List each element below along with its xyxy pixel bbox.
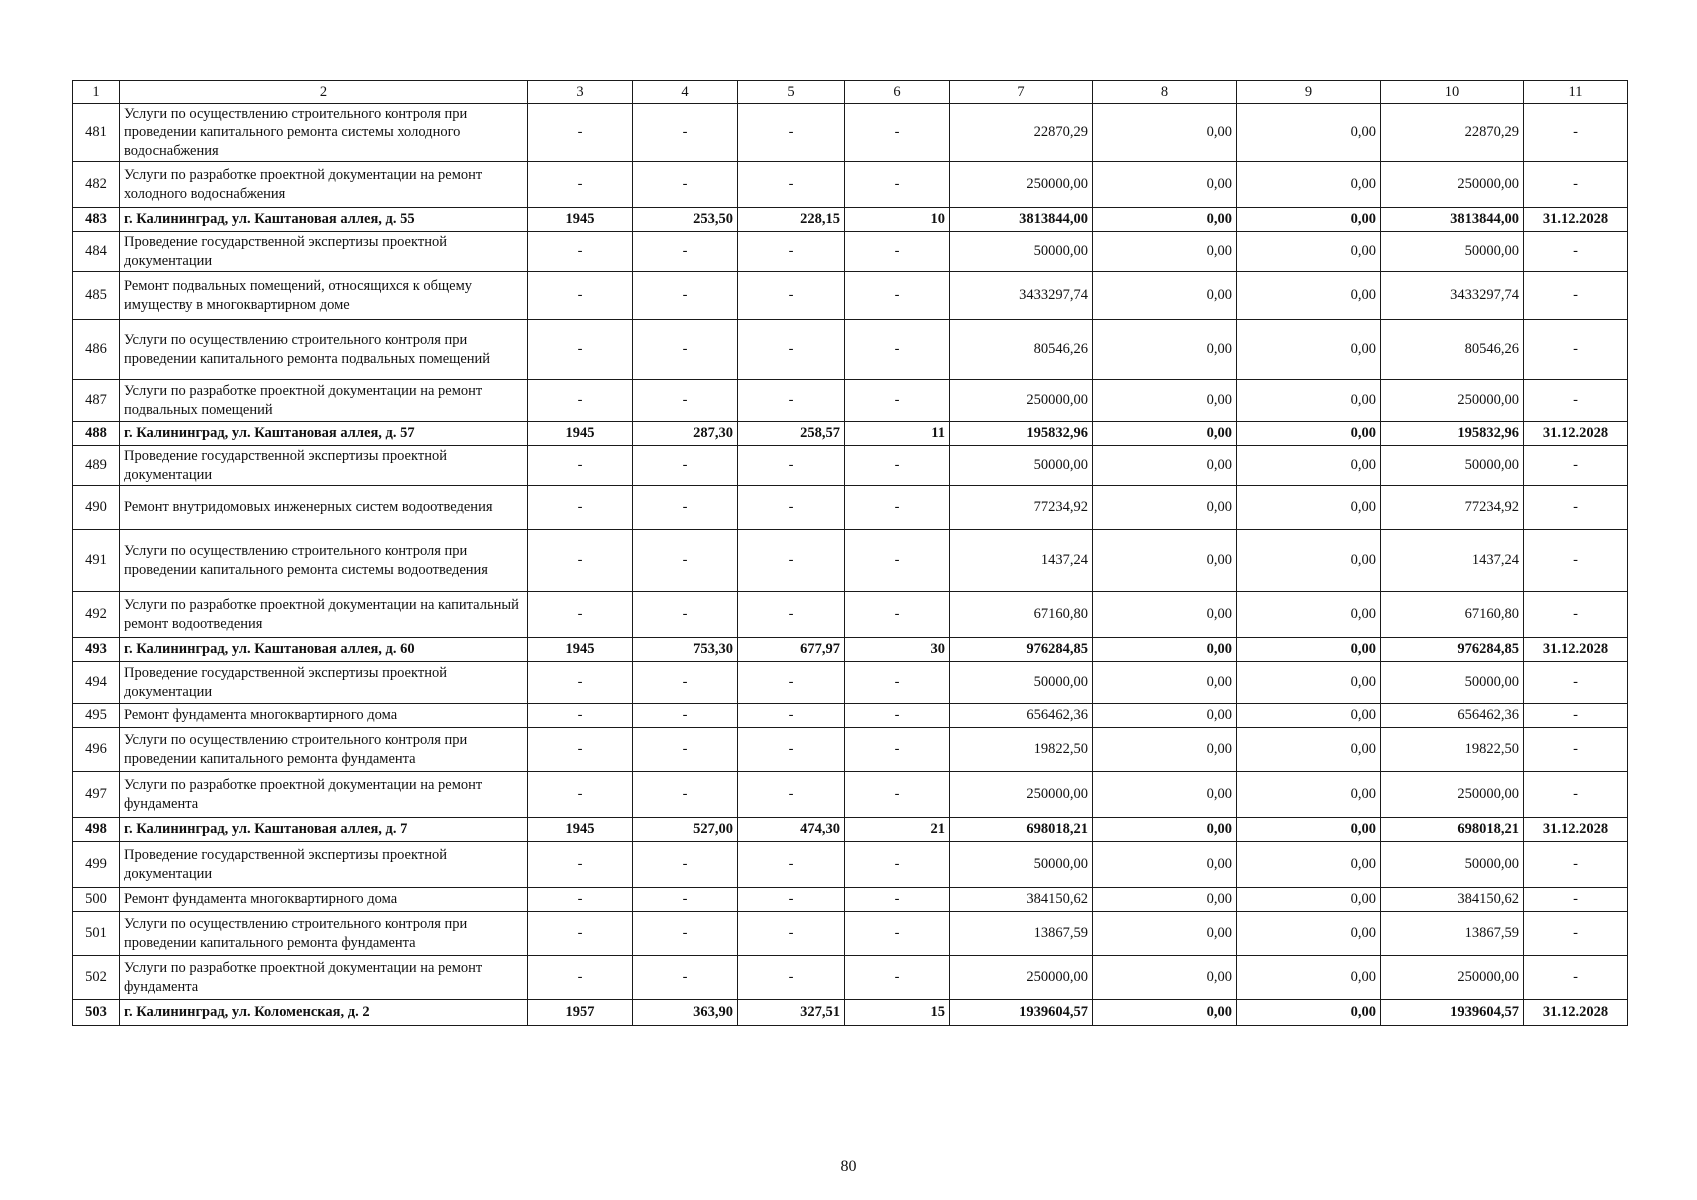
cell-residents: 15 [845,1000,950,1026]
cell-year: - [528,592,633,638]
cell-cost-federal: 0,00 [1093,320,1237,380]
cell-deadline: - [1524,162,1628,208]
table-row [73,486,1628,530]
cell-year: - [528,772,633,818]
table-row [73,272,1628,320]
cell-area-living: - [738,888,845,912]
cell-residents: - [845,592,950,638]
table-row [73,380,1628,422]
cell-residents: - [845,912,950,956]
cell-cost-owners: 250000,00 [1381,162,1524,208]
cell-residents: - [845,162,950,208]
column-header-cost-regional: 9 [1237,81,1381,104]
cell-cost-total: 19822,50 [950,728,1093,772]
cell-description: Услуги по разработке проектной документации на ремонт подвальных помещений [120,380,528,422]
cell-cost-total: 250000,00 [950,772,1093,818]
column-header-year: 3 [528,81,633,104]
cell-residents: - [845,728,950,772]
cell-cost-federal: 0,00 [1093,104,1237,162]
cell-cost-total: 67160,80 [950,592,1093,638]
cell-cost-total: 80546,26 [950,320,1093,380]
cell-area-living: 677,97 [738,638,845,662]
cell-row-number: 495 [73,704,120,728]
cell-description: г. Калининград, ул. Каштановая аллея, д. 60 [120,638,528,662]
cell-residents: - [845,956,950,1000]
cell-cost-owners: 195832,96 [1381,422,1524,446]
cell-description: Проведение государственной экспертизы проектной документации [120,446,528,486]
cell-area-living: - [738,530,845,592]
cell-year: 1957 [528,1000,633,1026]
cell-area-total: - [633,704,738,728]
cell-cost-total: 22870,29 [950,104,1093,162]
cell-row-number: 489 [73,446,120,486]
cell-area-living: 327,51 [738,1000,845,1026]
cell-cost-owners: 13867,59 [1381,912,1524,956]
cell-area-living: 258,57 [738,422,845,446]
cell-cost-total: 50000,00 [950,232,1093,272]
cell-description: Проведение государственной экспертизы проектной документации [120,842,528,888]
cell-residents: 10 [845,208,950,232]
cell-cost-total: 3433297,74 [950,272,1093,320]
cell-area-living: - [738,272,845,320]
table-row [73,162,1628,208]
cell-residents: - [845,232,950,272]
cell-area-total: - [633,956,738,1000]
cell-area-total: - [633,486,738,530]
cell-residents: 30 [845,638,950,662]
table-row [73,912,1628,956]
cell-year: 1945 [528,422,633,446]
cell-description: Услуги по разработке проектной документации на ремонт холодного водоснабжения [120,162,528,208]
cell-cost-federal: 0,00 [1093,728,1237,772]
cell-row-number: 490 [73,486,120,530]
cell-area-living: - [738,320,845,380]
cell-area-total: - [633,662,738,704]
cell-cost-federal: 0,00 [1093,530,1237,592]
table-row [73,772,1628,818]
cell-year: - [528,704,633,728]
cell-row-number: 498 [73,818,120,842]
cell-deadline: - [1524,888,1628,912]
cell-deadline: - [1524,772,1628,818]
cell-area-total: - [633,888,738,912]
cell-description: Ремонт фундамента многоквартирного дома [120,704,528,728]
cell-cost-total: 50000,00 [950,446,1093,486]
cell-residents: - [845,842,950,888]
cell-area-total: - [633,272,738,320]
cell-description: г. Калининград, ул. Каштановая аллея, д. 57 [120,422,528,446]
cell-cost-regional: 0,00 [1237,272,1381,320]
cell-cost-owners: 67160,80 [1381,592,1524,638]
cell-cost-federal: 0,00 [1093,380,1237,422]
table-row [73,530,1628,592]
cell-cost-federal: 0,00 [1093,818,1237,842]
cell-area-living: - [738,104,845,162]
table-row [73,446,1628,486]
cell-residents: - [845,104,950,162]
table-row [73,104,1628,162]
cell-residents: 21 [845,818,950,842]
cell-year: - [528,530,633,592]
cell-cost-federal: 0,00 [1093,422,1237,446]
cell-description: Ремонт подвальных помещений, относящихся к общему имуществу в многоквартирном доме [120,272,528,320]
cell-year: - [528,956,633,1000]
cell-cost-owners: 1437,24 [1381,530,1524,592]
cell-cost-federal: 0,00 [1093,662,1237,704]
cell-cost-total: 976284,85 [950,638,1093,662]
cell-deadline: - [1524,662,1628,704]
cell-area-total: - [633,162,738,208]
cell-row-number: 496 [73,728,120,772]
cell-cost-owners: 656462,36 [1381,704,1524,728]
cell-residents: - [845,380,950,422]
cell-area-total: - [633,446,738,486]
cell-deadline: 31.12.2028 [1524,208,1628,232]
cell-row-number: 488 [73,422,120,446]
cell-area-total: - [633,320,738,380]
column-header-cost-total: 7 [950,81,1093,104]
cell-cost-owners: 77234,92 [1381,486,1524,530]
cell-area-total: 527,00 [633,818,738,842]
address-row [73,422,1628,446]
cell-area-living: - [738,162,845,208]
cell-cost-federal: 0,00 [1093,842,1237,888]
cell-cost-owners: 698018,21 [1381,818,1524,842]
cell-area-living: - [738,486,845,530]
table-row [73,232,1628,272]
cell-year: - [528,888,633,912]
cell-residents: - [845,446,950,486]
cell-cost-federal: 0,00 [1093,1000,1237,1026]
cell-description: Услуги по разработке проектной документации на ремонт фундамента [120,772,528,818]
cell-area-total: - [633,232,738,272]
cell-area-living: 474,30 [738,818,845,842]
cell-cost-federal: 0,00 [1093,232,1237,272]
cell-deadline: - [1524,320,1628,380]
cell-year: - [528,728,633,772]
table-row [73,888,1628,912]
cell-residents: - [845,888,950,912]
cell-cost-federal: 0,00 [1093,162,1237,208]
cell-cost-total: 77234,92 [950,486,1093,530]
cell-year: - [528,446,633,486]
cell-area-total: 287,30 [633,422,738,446]
table-header-row [73,81,1628,104]
cell-deadline: 31.12.2028 [1524,638,1628,662]
cell-cost-owners: 250000,00 [1381,956,1524,1000]
cell-year: 1945 [528,818,633,842]
address-row [73,818,1628,842]
cell-cost-owners: 3813844,00 [1381,208,1524,232]
cell-description: г. Калининград, ул. Коломенская, д. 2 [120,1000,528,1026]
cell-cost-regional: 0,00 [1237,818,1381,842]
cell-row-number: 497 [73,772,120,818]
cell-cost-regional: 0,00 [1237,380,1381,422]
cell-cost-owners: 80546,26 [1381,320,1524,380]
cell-cost-federal: 0,00 [1093,772,1237,818]
cell-cost-owners: 384150,62 [1381,888,1524,912]
page-number: 80 [840,1158,857,1175]
cell-cost-owners: 50000,00 [1381,232,1524,272]
cell-row-number: 500 [73,888,120,912]
cell-year: - [528,662,633,704]
cell-cost-federal: 0,00 [1093,888,1237,912]
cell-residents: - [845,272,950,320]
cell-cost-federal: 0,00 [1093,956,1237,1000]
cell-year: - [528,912,633,956]
cell-cost-regional: 0,00 [1237,912,1381,956]
data-table-container [72,80,1627,1026]
cell-cost-federal: 0,00 [1093,638,1237,662]
cell-cost-regional: 0,00 [1237,422,1381,446]
cell-area-total: - [633,842,738,888]
cell-cost-regional: 0,00 [1237,530,1381,592]
cell-deadline: - [1524,104,1628,162]
cell-area-living: - [738,772,845,818]
cell-cost-total: 13867,59 [950,912,1093,956]
cell-year: - [528,320,633,380]
cell-cost-regional: 0,00 [1237,704,1381,728]
cell-area-total: 753,30 [633,638,738,662]
cell-year: - [528,272,633,320]
cell-row-number: 485 [73,272,120,320]
table-row [73,662,1628,704]
cell-year: - [528,842,633,888]
cell-row-number: 492 [73,592,120,638]
cell-description: Ремонт внутридомовых инженерных систем водоотведения [120,486,528,530]
cell-cost-federal: 0,00 [1093,272,1237,320]
cell-deadline: - [1524,956,1628,1000]
cell-residents: 11 [845,422,950,446]
cell-cost-regional: 0,00 [1237,728,1381,772]
cell-description: Услуги по осуществлению строительного контроля при проведении капитального ремонта фундамента [120,912,528,956]
cell-year: 1945 [528,638,633,662]
table-row [73,320,1628,380]
cell-row-number: 494 [73,662,120,704]
cell-cost-total: 250000,00 [950,956,1093,1000]
cell-deadline: - [1524,912,1628,956]
cell-cost-owners: 19822,50 [1381,728,1524,772]
cell-cost-total: 50000,00 [950,662,1093,704]
cell-row-number: 493 [73,638,120,662]
cell-area-living: - [738,446,845,486]
cell-cost-federal: 0,00 [1093,486,1237,530]
cell-row-number: 483 [73,208,120,232]
cell-cost-owners: 250000,00 [1381,380,1524,422]
cell-cost-regional: 0,00 [1237,662,1381,704]
table-row [73,592,1628,638]
cell-row-number: 502 [73,956,120,1000]
cell-area-total: - [633,380,738,422]
cell-cost-total: 195832,96 [950,422,1093,446]
cell-cost-regional: 0,00 [1237,1000,1381,1026]
cell-cost-owners: 50000,00 [1381,842,1524,888]
cell-deadline: - [1524,592,1628,638]
cell-residents: - [845,530,950,592]
cell-deadline: 31.12.2028 [1524,818,1628,842]
cell-cost-owners: 50000,00 [1381,446,1524,486]
cell-cost-regional: 0,00 [1237,486,1381,530]
cell-area-living: - [738,842,845,888]
table-row [73,728,1628,772]
cell-area-total: - [633,728,738,772]
cell-cost-federal: 0,00 [1093,592,1237,638]
cell-description: Услуги по осуществлению строительного контроля при проведении капитального ремонта подвальных помещений [120,320,528,380]
column-header-deadline: 11 [1524,81,1628,104]
cell-cost-regional: 0,00 [1237,208,1381,232]
cell-area-living: - [738,380,845,422]
address-row [73,208,1628,232]
cell-year: 1945 [528,208,633,232]
cell-area-total: - [633,912,738,956]
cell-year: - [528,232,633,272]
cell-cost-owners: 3433297,74 [1381,272,1524,320]
cell-cost-total: 1437,24 [950,530,1093,592]
cell-cost-owners: 250000,00 [1381,772,1524,818]
cell-cost-total: 384150,62 [950,888,1093,912]
cell-area-living: - [738,956,845,1000]
cell-deadline: - [1524,704,1628,728]
cell-row-number: 486 [73,320,120,380]
cell-area-total: - [633,772,738,818]
cell-cost-regional: 0,00 [1237,638,1381,662]
column-header-cost-federal: 8 [1093,81,1237,104]
cell-description: Услуги по осуществлению строительного контроля при проведении капитального ремонта системы холодного водоснабжения [120,104,528,162]
cell-year: - [528,104,633,162]
cell-cost-federal: 0,00 [1093,446,1237,486]
cell-row-number: 481 [73,104,120,162]
cell-area-total: - [633,592,738,638]
cell-cost-total: 656462,36 [950,704,1093,728]
table-body [73,81,1628,1026]
table-row [73,704,1628,728]
cell-row-number: 484 [73,232,120,272]
cell-cost-owners: 1939604,57 [1381,1000,1524,1026]
cell-row-number: 501 [73,912,120,956]
column-header-area-living: 5 [738,81,845,104]
cell-cost-owners: 22870,29 [1381,104,1524,162]
cell-year: - [528,162,633,208]
cell-area-living: - [738,704,845,728]
table-row [73,956,1628,1000]
cell-cost-regional: 0,00 [1237,842,1381,888]
cell-cost-regional: 0,00 [1237,232,1381,272]
cell-cost-regional: 0,00 [1237,772,1381,818]
cell-row-number: 499 [73,842,120,888]
cell-cost-federal: 0,00 [1093,704,1237,728]
cell-description: Услуги по разработке проектной документации на капитальный ремонт водоотведения [120,592,528,638]
cell-row-number: 491 [73,530,120,592]
cell-deadline: - [1524,446,1628,486]
column-header-row-number: 1 [73,81,120,104]
cell-deadline: 31.12.2028 [1524,1000,1628,1026]
cell-cost-total: 50000,00 [950,842,1093,888]
cell-area-total: - [633,104,738,162]
cell-cost-total: 250000,00 [950,380,1093,422]
cell-description: Проведение государственной экспертизы проектной документации [120,662,528,704]
cell-cost-regional: 0,00 [1237,446,1381,486]
cell-residents: - [845,704,950,728]
cell-deadline: - [1524,486,1628,530]
data-table [72,80,1628,1026]
cell-description: Услуги по разработке проектной документации на ремонт фундамента [120,956,528,1000]
table-row [73,842,1628,888]
cell-year: - [528,380,633,422]
cell-cost-total: 250000,00 [950,162,1093,208]
cell-cost-regional: 0,00 [1237,320,1381,380]
cell-year: - [528,486,633,530]
column-header-residents: 6 [845,81,950,104]
cell-cost-total: 1939604,57 [950,1000,1093,1026]
cell-area-living: 228,15 [738,208,845,232]
cell-row-number: 503 [73,1000,120,1026]
cell-area-living: - [738,728,845,772]
cell-deadline: - [1524,272,1628,320]
address-row [73,638,1628,662]
cell-deadline: - [1524,728,1628,772]
cell-area-total: - [633,530,738,592]
column-header-cost-owners: 10 [1381,81,1524,104]
cell-cost-regional: 0,00 [1237,104,1381,162]
cell-deadline: - [1524,232,1628,272]
cell-area-living: - [738,912,845,956]
address-row [73,1000,1628,1026]
cell-residents: - [845,772,950,818]
cell-cost-regional: 0,00 [1237,956,1381,1000]
cell-deadline: - [1524,380,1628,422]
cell-cost-federal: 0,00 [1093,208,1237,232]
cell-deadline: - [1524,530,1628,592]
cell-deadline: - [1524,842,1628,888]
cell-description: г. Калининград, ул. Каштановая аллея, д. 55 [120,208,528,232]
cell-cost-regional: 0,00 [1237,592,1381,638]
cell-row-number: 487 [73,380,120,422]
cell-cost-regional: 0,00 [1237,162,1381,208]
cell-description: Услуги по осуществлению строительного контроля при проведении капитального ремонта фундамента [120,728,528,772]
column-header-description: 2 [120,81,528,104]
cell-cost-owners: 976284,85 [1381,638,1524,662]
cell-area-living: - [738,592,845,638]
cell-residents: - [845,662,950,704]
cell-cost-federal: 0,00 [1093,912,1237,956]
cell-row-number: 482 [73,162,120,208]
cell-description: Услуги по осуществлению строительного контроля при проведении капитального ремонта системы водоотведения [120,530,528,592]
cell-description: Проведение государственной экспертизы проектной документации [120,232,528,272]
cell-deadline: 31.12.2028 [1524,422,1628,446]
cell-area-total: 253,50 [633,208,738,232]
cell-description: Ремонт фундамента многоквартирного дома [120,888,528,912]
cell-cost-regional: 0,00 [1237,888,1381,912]
cell-residents: - [845,486,950,530]
cell-cost-owners: 50000,00 [1381,662,1524,704]
cell-cost-total: 3813844,00 [950,208,1093,232]
column-header-area-total: 4 [633,81,738,104]
cell-cost-total: 698018,21 [950,818,1093,842]
cell-residents: - [845,320,950,380]
cell-area-living: - [738,232,845,272]
cell-area-living: - [738,662,845,704]
cell-area-total: 363,90 [633,1000,738,1026]
cell-description: г. Калининград, ул. Каштановая аллея, д. 7 [120,818,528,842]
